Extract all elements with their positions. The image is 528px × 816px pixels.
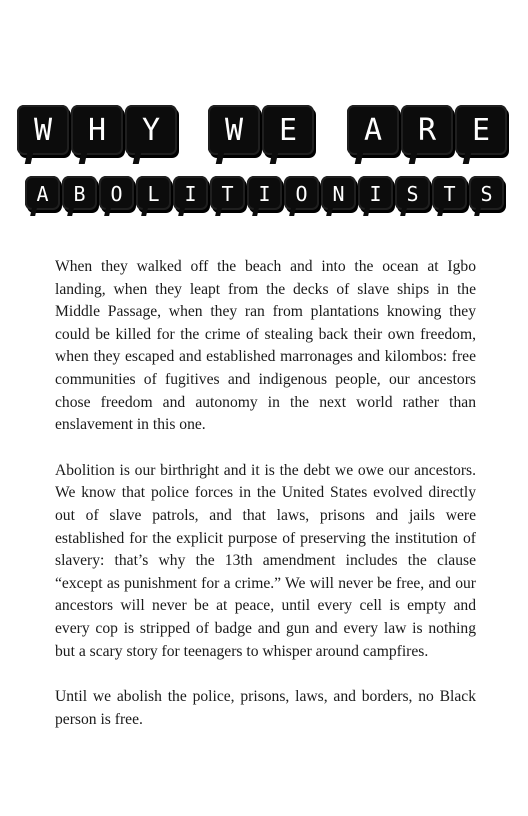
title-key: W — [17, 105, 69, 155]
title-key: Y — [125, 105, 177, 155]
title-key: I — [358, 176, 393, 210]
title-key: S — [469, 176, 504, 210]
title-key: R — [401, 105, 453, 155]
title-key: N — [321, 176, 356, 210]
title-key: A — [25, 176, 60, 210]
title-key: L — [136, 176, 171, 210]
title-key: E — [262, 105, 314, 155]
title-key: T — [432, 176, 467, 210]
title-key: E — [455, 105, 507, 155]
paragraph: Until we abolish the police, prisons, laws, and borders, no Black person is free. — [55, 688, 476, 728]
title-key: A — [347, 105, 399, 155]
title-line-1 — [0, 101, 528, 161]
paragraph: When they walked off the beach and into the ocean at Igbo landing, when they leapt from the decks of slave ships in the Middle Passage, when they ran from plantations knowing they could be killed for the crime of stealing back their own freedom, when they escaped and established marronages and kilombos: free communities of fugitives and indigenous people, our ancestors chose freedom and autonomy in the next world rather than enslavement in this one. — [55, 258, 476, 434]
body-text — [55, 256, 476, 754]
title-key: O — [99, 176, 134, 210]
title-key: W — [208, 105, 260, 155]
paragraph: Abolition is our birthright and it is the debt we owe our ancestors. We know that police forces in the United States evolved directly out of slave patrols, and that laws, prisons and jails were established for the explicit purpose of preserving the institution of slavery: that’s why the 13th amendment includes the clause “except as punishment for a crime.” We will never be free, and our ancestors will never be at peace, until every cell is empty and every cop is stripped of badge and gun and every law is nothing but a scary story for teenagers to whisper around campfires. — [55, 461, 476, 660]
title-line-2 — [0, 172, 528, 214]
title-key: B — [62, 176, 97, 210]
title-key: H — [71, 105, 123, 155]
title-key: T — [210, 176, 245, 210]
title-key: I — [247, 176, 282, 210]
title-key: O — [284, 176, 319, 210]
title-key: S — [395, 176, 430, 210]
page-title — [0, 0, 528, 230]
title-key: I — [173, 176, 208, 210]
